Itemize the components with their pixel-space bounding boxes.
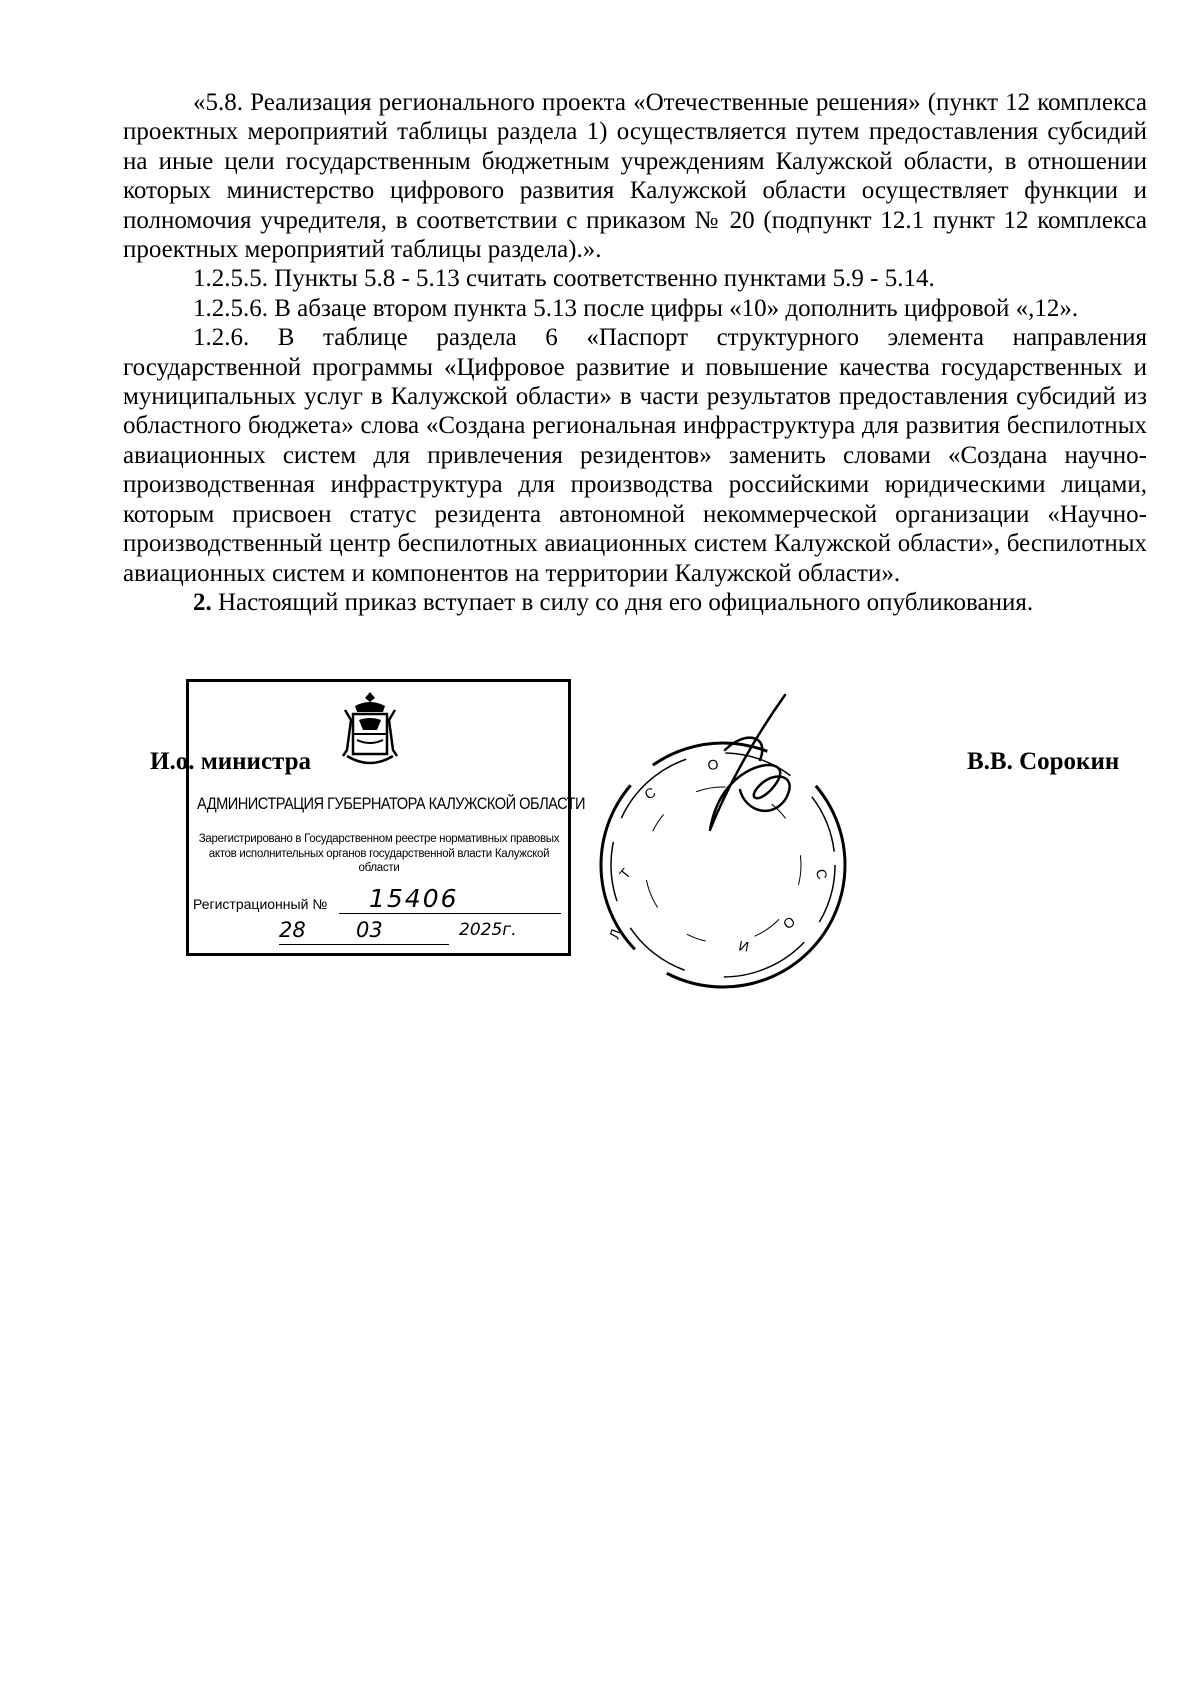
svg-text:О: О xyxy=(706,756,720,773)
paragraph-2-text: Настоящий приказ вступает в силу со дня его официального опубликования. xyxy=(211,588,1034,616)
stamp-number-value: 15406 xyxy=(369,884,459,913)
signatory-role: И.о. министра xyxy=(150,748,312,775)
stamp-number-label: Регистрационный № xyxy=(193,896,328,912)
stamp-date-day: 28 xyxy=(279,918,306,942)
paragraph-1-2-5-5: 1.2.5.5. Пункты 5.8 - 5.13 считать соответственно пунктами 5.9 - 5.14. xyxy=(193,265,935,293)
svg-text:О: О xyxy=(779,913,799,933)
paragraph-5-8: «5.8. Реализация регионального проекта «Отечественные решения» (пункт 12 комплекса проектных мероприятий таблицы раздела 1) осуществляется путем предоставления субсидий на иные цели государственным бюджетным учреждениям Калужской области, в отношении которых министерство цифрового развития Калужской области осуществляет функции и полномочия учредителя, в соответствии с приказом № 20 (подпункт 12.1 пункт 12 комплекса проектных мероприятий таблицы раздела).». xyxy=(123,89,1147,264)
signatory-name: В.В. Сорокин xyxy=(967,748,1120,775)
svg-text:И: И xyxy=(737,937,751,955)
stamp-registration-note: Зарегистрировано в Государственном реестре нормативных правовых актов исполнительных органов государственной власти Калужской области xyxy=(198,833,560,874)
paragraph-2 xyxy=(123,588,1147,617)
paragraph-1-2-6: 1.2.6. В таблице раздела 6 «Паспорт структурного элемента направления государственной программы «Цифровое развитие и повышение качества государственных и муниципальных услуг в Калужской области» в части результатов предоставления субсидий из областного бюджета» слова «Создана региональная инфраструктура для развития беспилотных авиационных систем для привлечения резидентов» заменить словами «Создана научно-производственная инфраструктура для производства российскими юридическими лицами, которым присвоен статус резидента автономной некоммерческой организации «Научно-производственный центр беспилотных авиационных систем Калужской области», беспилотных авиационных систем и компонентов на территории Калужской области». xyxy=(123,324,1147,587)
stamp-date-year: 2025г. xyxy=(459,920,517,940)
stamp-organization: АДМИНИСТРАЦИЯ ГУБЕРНАТОРА КАЛУЖСКОЙ ОБЛАСТИ xyxy=(197,794,586,813)
stamp-date xyxy=(279,918,539,948)
handwritten-signature xyxy=(690,690,820,840)
stamp-date-underline xyxy=(279,944,449,945)
svg-text:С: С xyxy=(641,783,659,803)
stamp-date-month: 03 xyxy=(356,918,383,942)
paragraph-2-number: 2. xyxy=(193,588,212,616)
stamp-number-underline xyxy=(339,913,561,914)
paragraph-1-2-5-6: 1.2.5.6. В абзаце втором пункта 5.13 после цифры «10» дополнить цифровой «,12». xyxy=(193,294,1079,322)
coat-of-arms-icon xyxy=(337,690,403,770)
svg-text:Т: Т xyxy=(616,865,634,882)
registration-stamp xyxy=(186,679,586,956)
svg-text:С: С xyxy=(813,867,831,881)
document-body xyxy=(123,88,1147,617)
svg-text:Л: Л xyxy=(605,926,624,942)
